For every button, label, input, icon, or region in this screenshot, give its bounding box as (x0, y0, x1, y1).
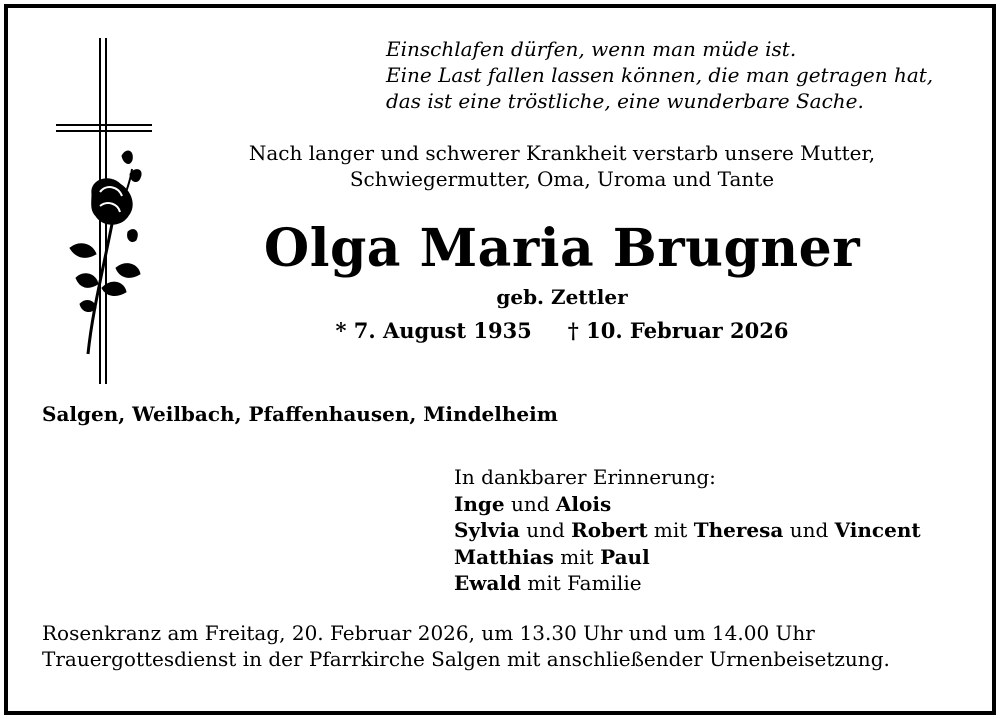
mourner-name: Alois (555, 491, 612, 516)
mourner-name: Vincent (834, 518, 921, 542)
mourner-line: Inge und Alois (454, 491, 612, 516)
mourner-name: Theresa (693, 518, 784, 542)
quote-line: Eine Last fallen lassen können, die man getragen hat, (386, 63, 934, 87)
service-line: Trauergottesdienst in der Pfarrkirche Salgen mit anschließender Urnenbeisetzung. (42, 647, 890, 671)
epitaph-quote (386, 36, 933, 114)
funeral-service-info (42, 620, 890, 672)
mourner-line: Matthias mit Paul (454, 544, 650, 569)
deceased-name: Olga Maria Brugner (263, 218, 861, 279)
death-date: † 10. Februar 2026 (567, 318, 789, 343)
mourner-line: Sylvia und Robert mit Theresa und Vincent (454, 518, 921, 542)
mourners-block (454, 464, 921, 597)
service-line: Rosenkranz am Freitag, 20. Februar 2026, um 13.30 Uhr und um 14.00 Uhr (42, 621, 815, 645)
birth-date: * 7. August 1935 (335, 318, 532, 343)
maiden-name: geb. Zettler (496, 285, 628, 309)
death-announcement-intro (136, 140, 988, 192)
mourner-name: Inge (454, 491, 505, 516)
mourner-name: Paul (600, 544, 650, 569)
life-dates (136, 317, 988, 345)
places-of-residence: Salgen, Weilbach, Pfaffenhausen, Mindelheim (42, 402, 558, 426)
quote-line: das ist eine tröstliche, eine wunderbare Sache. (386, 89, 864, 113)
mourner-name: Ewald (454, 571, 522, 595)
mourner-line: Ewald mit Familie (454, 571, 642, 595)
quote-line: Einschlafen dürfen, wenn man müde ist. (386, 37, 797, 61)
mourner-name: Matthias (454, 544, 554, 569)
intro-line: Nach langer und schwerer Krankheit verstarb unsere Mutter, (248, 141, 876, 165)
mourners-heading: In dankbarer Erinnerung: (454, 465, 716, 489)
mourner-name: Sylvia (454, 518, 520, 542)
mourner-name: Robert (571, 518, 648, 542)
intro-line: Schwiegermutter, Oma, Uroma und Tante (349, 167, 775, 191)
